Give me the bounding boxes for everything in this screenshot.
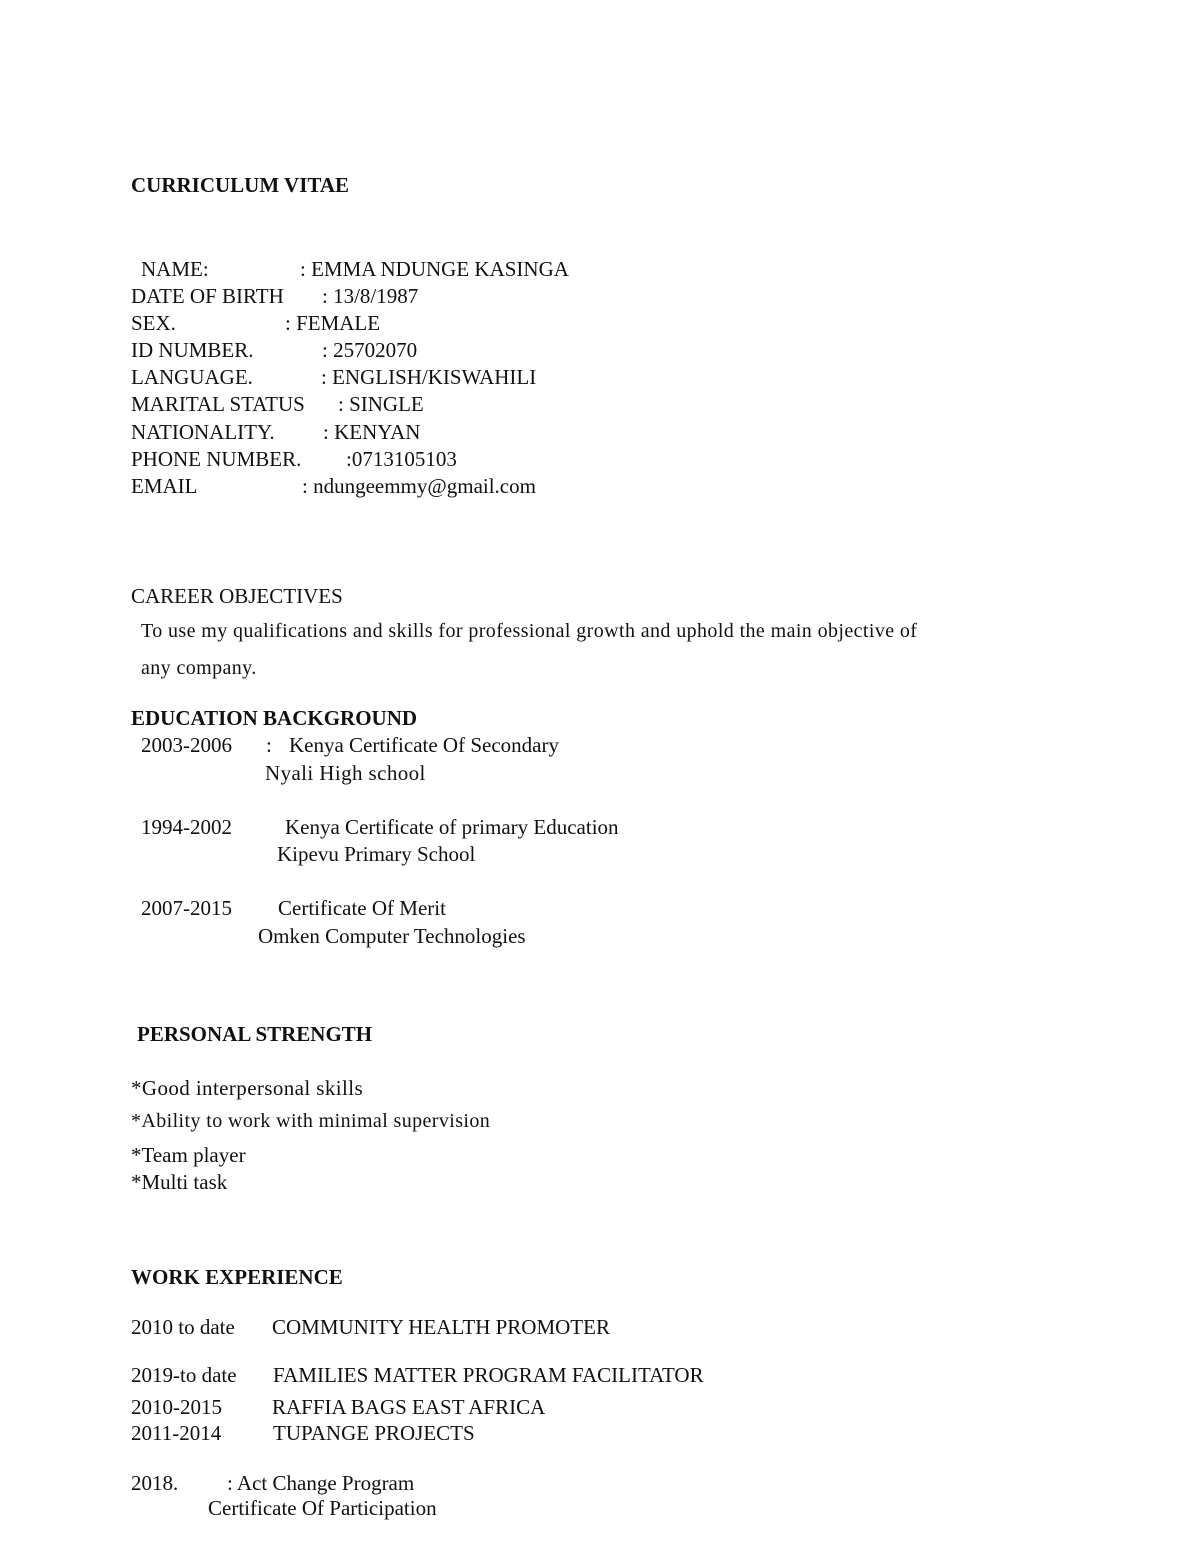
career-text-line1: To use my qualifications and skills for professional growth and uphold the main objective of	[141, 620, 918, 642]
document-title: CURRICULUM VITAE	[131, 173, 349, 197]
career-text-line2: any company.	[141, 657, 257, 679]
education-years: 2007-2015	[141, 896, 232, 920]
work-extra-detail: Certificate Of Participation	[208, 1496, 437, 1520]
work-role: RAFFIA BAGS EAST AFRICA	[272, 1395, 546, 1419]
strength-heading: PERSONAL STRENGTH	[137, 1022, 373, 1046]
strength-item: *Multi task	[131, 1170, 228, 1194]
work-extra-value: : Act Change Program	[227, 1471, 415, 1495]
phone-value: :0713105103	[346, 447, 457, 471]
education-course: Kenya Certificate of primary Education	[285, 815, 619, 839]
strength-item: *Ability to work with minimal supervision	[131, 1110, 491, 1132]
phone-label: PHONE NUMBER.	[131, 447, 302, 471]
strength-item: *Team player	[131, 1143, 246, 1167]
name-value: : EMMA NDUNGE KASINGA	[300, 257, 569, 281]
career-heading: CAREER OBJECTIVES	[131, 584, 343, 608]
strength-item: *Good interpersonal skills	[131, 1076, 364, 1100]
nationality-value: : KENYAN	[323, 420, 421, 444]
work-years: 2010-2015	[131, 1395, 222, 1419]
education-years: 2003-2006	[141, 733, 232, 757]
sex-value: : FEMALE	[285, 311, 381, 335]
education-separator: :	[266, 733, 272, 757]
dob-label: DATE OF BIRTH	[131, 284, 284, 308]
nationality-label: NATIONALITY.	[131, 420, 275, 444]
work-role: FAMILIES MATTER PROGRAM FACILITATOR	[273, 1363, 704, 1387]
id-number-label: ID NUMBER.	[131, 338, 254, 362]
email-label: EMAIL	[131, 474, 198, 498]
work-years: 2011-2014	[131, 1421, 222, 1445]
work-extra-years: 2018.	[131, 1471, 179, 1495]
work-years: 2019-to date	[131, 1363, 237, 1387]
language-label: LANGUAGE.	[131, 365, 253, 389]
dob-value: : 13/8/1987	[322, 284, 419, 308]
language-value: : ENGLISH/KISWAHILI	[321, 365, 537, 389]
email-value: : ndungeemmy@gmail.com	[302, 474, 536, 498]
work-role: TUPANGE PROJECTS	[273, 1421, 475, 1445]
name-label: NAME:	[141, 257, 209, 281]
work-years: 2010 to date	[131, 1315, 235, 1339]
marital-status-label: MARITAL STATUS	[131, 392, 305, 416]
education-heading: EDUCATION BACKGROUND	[131, 706, 418, 730]
sex-label: SEX.	[131, 311, 176, 335]
education-course: Certificate Of Merit	[278, 896, 446, 920]
education-school: Kipevu Primary School	[277, 842, 476, 866]
education-course: Kenya Certificate Of Secondary	[289, 733, 559, 757]
work-role: COMMUNITY HEALTH PROMOTER	[272, 1315, 610, 1339]
education-years: 1994-2002	[141, 815, 232, 839]
work-heading: WORK EXPERIENCE	[131, 1265, 343, 1289]
id-number-value: : 25702070	[322, 338, 418, 362]
education-school: Omken Computer Technologies	[258, 924, 526, 948]
marital-status-value: : SINGLE	[338, 392, 424, 416]
education-school: Nyali High school	[265, 761, 426, 785]
